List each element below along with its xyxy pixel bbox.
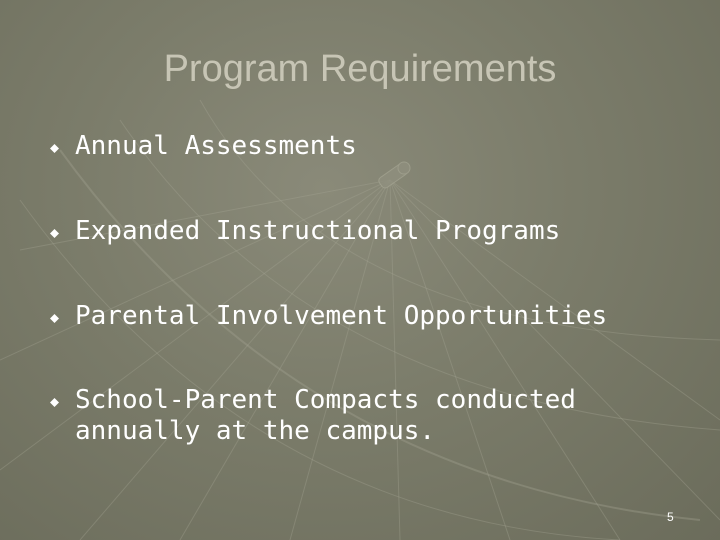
bullet-text: Annual Assessments <box>75 131 357 161</box>
diamond-bullet-icon <box>50 398 59 407</box>
bullet-text: Expanded Instructional Programs <box>75 216 561 246</box>
bullet-text: School-Parent Compacts conducted annually at the campus. <box>75 385 576 446</box>
bullet-item <box>50 301 665 332</box>
page-number: 5 <box>667 510 674 524</box>
bullet-item <box>50 385 665 447</box>
bullet-item <box>50 216 665 247</box>
diamond-bullet-icon <box>50 229 59 238</box>
diamond-bullet-icon <box>50 314 59 323</box>
slide-title: Program Requirements <box>163 48 557 90</box>
diamond-bullet-icon <box>50 144 59 153</box>
bullet-text: Parental Involvement Opportunities <box>75 301 608 331</box>
bullet-item <box>50 131 665 162</box>
